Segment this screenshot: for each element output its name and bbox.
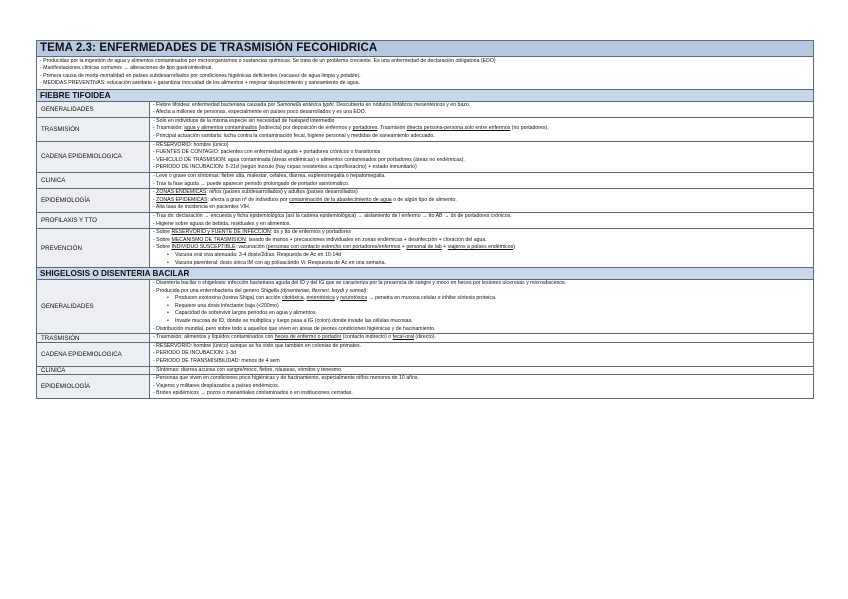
row-label: PREVENCIÓN bbox=[37, 229, 150, 267]
row-clinica bbox=[37, 173, 813, 189]
row-label: EPIDEMIOLOGÍA bbox=[37, 375, 150, 398]
row-content: - RESERVORIO: hombre (único) - FUENTES DE CONTAGIO: pacientes con enfermedad aguda + portadores crónicos o transitorios - VEHÍCULO DE TRASMISIÓN: agua contaminada (áreas endémicas) o alimentos contaminados por portadores (áreas no endémicas). - PERIODO DE INCUBACIÓN: 5-21d (según inoculo (hay cepas resistentes a ciprofloxacino) + estado inmunitario) bbox=[153, 141, 465, 171]
intro-line: - MEDIDAS PREVENTIVAS: educación sanitaria + garantizar inocuidad de los alimentos + mejorar abastecimiento y saneamiento de agua. bbox=[40, 80, 360, 87]
row-label: TRASMISIÓN bbox=[37, 118, 150, 141]
row-content: - Sobre RESERVORIO y FUENTE DE INFECCIÓN: dx y tto de enfermos y portadores - Sobre MECANISMO DE TRASMISIÓN: lavado de manos + precauciones individuales en zonas endémicas + desinfección + cloración del agua. - Sobre INDIVIDUO SUSCEPTIBLE: vacunación (personas con contacto estrecho con portadores/enfermos + personal de lab + viajeros a países endémicos) • Vacuna oral viva atenuada: 3-4 dosis/2días. Respuesta de Ac en 10-14d • Vacuna parenteral: dosis única IM con ag polisacárido Vi. Respuesta de Ac en una semana. bbox=[150, 229, 813, 267]
intro-block bbox=[37, 57, 813, 90]
bullet-item: • Vacuna oral viva atenuada: 3-4 dosis/2días. Respuesta de Ac en 10-14d bbox=[153, 252, 810, 260]
bullet-item: • Vacuna parenteral: dosis única IM con ag polisacárido Vi. Respuesta de Ac en una semana. bbox=[153, 260, 810, 268]
row-epidemiologia bbox=[37, 375, 813, 398]
document-page bbox=[36, 40, 814, 399]
row-profilaxis-tto bbox=[37, 213, 813, 229]
row-epidemiologia bbox=[37, 189, 813, 213]
section-fiebre-tifoidea: FIEBRE TIFOIDEA bbox=[37, 90, 813, 102]
row-generalidades bbox=[37, 280, 813, 334]
row-content: - ZONAS ENDEMICAS: niños (países subdesarrollados) y adultos (países desarrollados) - ZONAS EPIDEMICAS: afecta a gran nº de individuos por contaminación de la abastecimiento de agua o de algún tipo de alimento. - Alta tasa de incidencia en pacientes VIH. bbox=[153, 189, 457, 211]
intro-line: - Producidas por la ingestión de agua y alimentos contaminados por microorganismos o sustancias químicas. Se trata de un problema creciente. Es una enfermedad de declaración obligatoria (EDO) bbox=[40, 58, 496, 64]
row-generalidades bbox=[37, 102, 813, 118]
row-trasmision bbox=[37, 118, 813, 142]
row-content: - Leve o grave con síntomas: fiebre alta, malestar, cefalea, diarrea, esplenomegalia o hepatomegalia. - Tras la fase aguda → puede aparecer periodo prolongado de portador asintomático. bbox=[153, 172, 386, 187]
row-content: - Solo en individuos de la misma especie sin necesidad de huésped intermedio - Trasmisión: agua y alimentos contaminados (indirecta) por deposición de enfermos y portadores. Trasmisión directa persona-persona solo entre enfermos (no portadores). - Principal actuación sanitaria: lucha contra la contaminación fecal, higiene personal y medidas de saneamiento adecuado. bbox=[153, 117, 549, 139]
row-content: - RESERVORIO: hombre (único) aunque se ha visto que también en colonias de primates. - PERIODO DE INCUBACIÓN: 1-3d - PERIODO DE TRANSMISIBILIDAD: menos de 4 sem bbox=[153, 342, 362, 365]
bullet-item: • Requiere una dosis infectante baja (<200mo) bbox=[153, 303, 810, 311]
row-label: PROFILAXIS Y TTO bbox=[37, 213, 150, 228]
row-cadena-epidemiologica bbox=[37, 343, 813, 367]
bullet-item: • Producen exotoxina (toxina Shiga) con acción citotóxica, enterotóxica y neurotóxica → penetra en mucosa celular e inhibe síntesis proteica. bbox=[153, 295, 810, 303]
row-content: - Disentería bacilar o shigelosis: infección bacteriana aguda del ID y del IG que se caracteriza por la presencia de sangre y moco en heces por lesiones ulcerosas y microabscesos. - Producida por una enterobacteria del genero Shigella (dysenteriae, flexneri, boydi y sonnei): • Producen exotoxina (toxina Shiga) con acción citotóxica, enterotóxica y neurotóxica → penetra en mucosa celular e inhibe síntesis proteica. • Requiere una dosis infectante baja (<200mo) • Capacidad de sobrevivir largos periodos en agua y alimentos. • Invade mucosa de ID, donde se multiplica y luego pasa a IG (colon) donde invade las células mucosas. - Distribución mundial, pero sobre todo a aquellos que viven en áreas de peores condiciones higiénicas y de hacinamiento. bbox=[150, 280, 813, 333]
bullet-item: • Invade mucosa de ID, donde se multiplica y luego pasa a IG (colon) donde invade las células mucosas. bbox=[153, 318, 810, 326]
row-content: - Trasmisión: alimentos y líquidos contaminados con heces de enfermo o portador (contacto indirecto) o fecal-oral (directo). bbox=[153, 334, 436, 341]
row-label: GENERALIDADES bbox=[37, 280, 150, 333]
row-prevencion bbox=[37, 229, 813, 268]
row-cadena-epidemiologica bbox=[37, 142, 813, 173]
row-content: - Personas que viven en condiciones poco higiénicas y de hacinamiento, especialmente niños menores de 10 años. - Viajeros y militares desplazados a países endémicos. - Brotes epidémicos → pozos o manantiales contaminados o en instituciones cerradas. bbox=[153, 375, 419, 397]
intro-line: - Manifestaciones clínicas comunes → alteraciones de tipo gastrointestinal. bbox=[40, 65, 213, 72]
row-label: TRASMISIÓN bbox=[37, 334, 150, 342]
page-title: TEMA 2.3: ENFERMEDADES DE TRASMISIÓN FECOHIDRICA bbox=[37, 41, 813, 57]
row-content: - Fiebre tifoidea: enfermedad bacteriana causada por Samonella entérica typhi. Descubierta en nódulos linfáticos mesentéricos y en bazo. - Afecta a millones de personas, especialmente en países poco desarrollados y es una EDO. bbox=[153, 101, 471, 116]
section-shigelosis: SHIGELOSIS O DISENTERIA BACILAR bbox=[37, 268, 813, 280]
bullet-item: • Capacidad de sobrevivir largos periodos en agua y alimentos. bbox=[153, 310, 810, 318]
row-content: - Tras dx: declaración → encuesta y ficha epidemiológica (así la cadena epidemiológica) → aislamiento de l enfermo → tto AB → dx de portadores crónicos. - Higiene sobre aguas de bebida, residuales y en alimentos. bbox=[153, 212, 512, 227]
row-clinica bbox=[37, 367, 813, 376]
row-label: CADENA EPIDEMIOLOGICA bbox=[37, 343, 150, 366]
row-label: EPIDEMIOLOGÍA bbox=[37, 189, 150, 212]
row-label: CADENA EPIDEMIOLOGICA bbox=[37, 142, 150, 172]
row-label: CLINICA bbox=[37, 367, 150, 375]
row-label: CLINICA bbox=[37, 173, 150, 188]
row-label: GENERALIDADES bbox=[37, 102, 150, 117]
intro-line: - Primera causa de morbi-mortalidad en países subdesarrollados por condiciones higiénicas deficientes (escasez de agua limpia y potable). bbox=[40, 72, 361, 79]
row-content: - Síntomas: diarrea acuosa con sangre/moco, fiebre, náuseas, vómitos y tenesmo. bbox=[153, 366, 343, 373]
row-trasmision bbox=[37, 334, 813, 343]
